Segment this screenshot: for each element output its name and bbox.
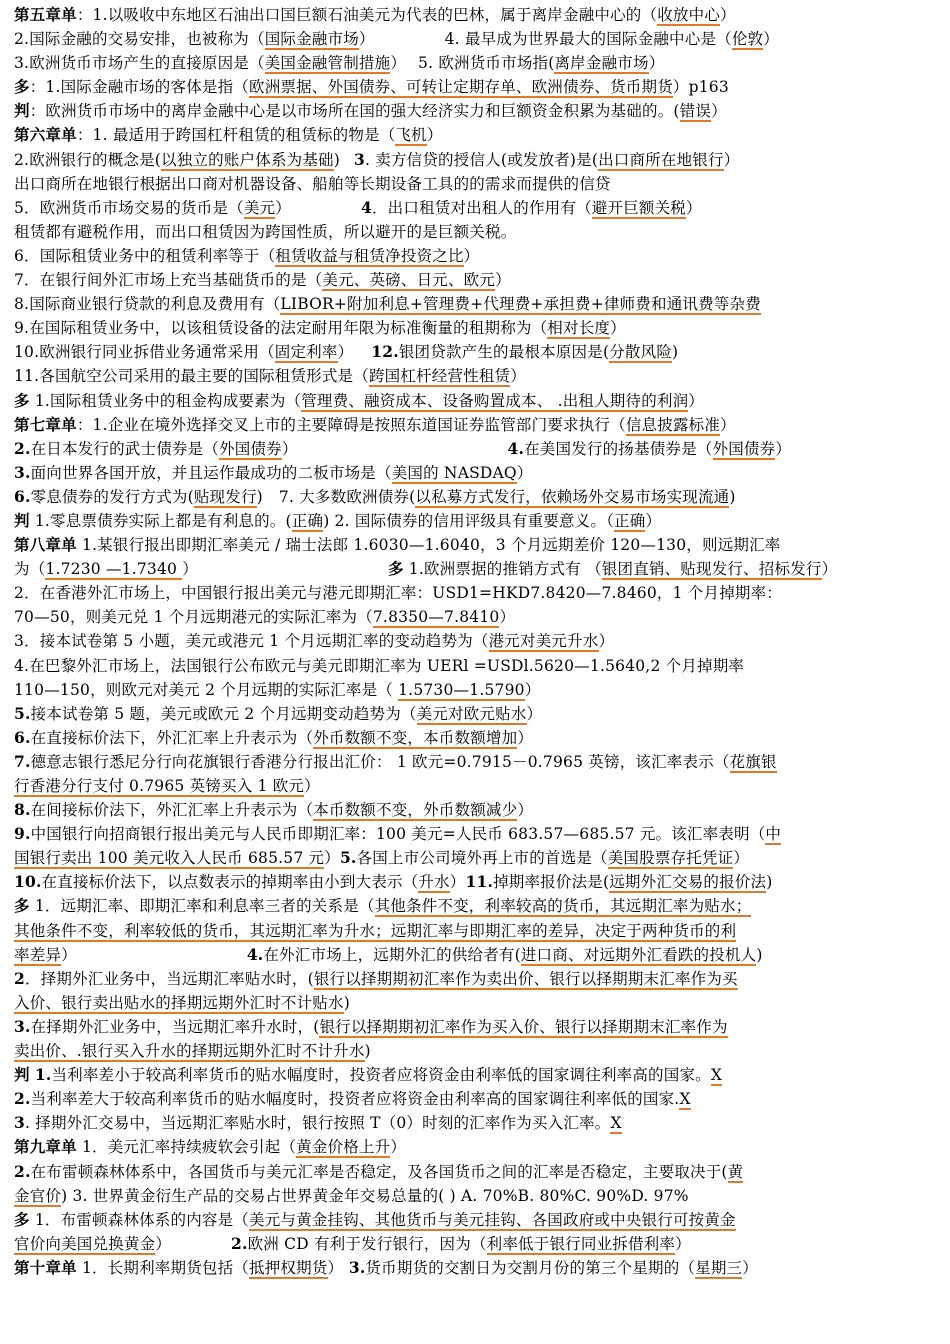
section-label: 6. xyxy=(14,727,31,747)
text-segment: ） xyxy=(281,439,298,458)
text-segment: ） xyxy=(648,54,665,73)
answer-text: 银行以择期期初汇率作为卖出价、银行以择期期末汇率作为买 xyxy=(313,969,738,988)
answer-text: 7.8350—7.8410 xyxy=(372,608,500,627)
text-segment: 零息债券的发行方式为( xyxy=(30,487,194,506)
text-segment: 德意志银行悉尼分行向花旗银行香港分行报出汇价： 1 欧元=0.7915－0.7965 英镑，该汇率表示（ xyxy=(30,752,730,771)
text-segment: 各国上市公司境外再上市的首选是（ xyxy=(356,849,608,868)
section-label: 3. xyxy=(343,1257,366,1277)
text-segment: ） xyxy=(495,271,511,290)
answer-text: LIBOR+附加利息+管理费+代理费+承担费+律师费和通讯费等杂费 xyxy=(280,295,761,314)
text-segment: 在日本发行的武士债券是（ xyxy=(30,439,219,458)
text-line xyxy=(14,292,936,316)
text-segment: ：1.企业在境外选择交叉上市的主要障碍是按照东道国证券监管部门要求执行（ xyxy=(76,415,626,434)
text-segment: 在直接标价法下，以点数表示的掉期率由小到大表示（ xyxy=(41,873,419,892)
answer-text: 国际金融市场 xyxy=(264,30,359,49)
text-line xyxy=(14,1015,936,1039)
answer-text: 花旗银 xyxy=(729,752,777,771)
text-line xyxy=(14,196,936,220)
section-label: 2. xyxy=(14,438,31,458)
answer-text: 抵押权期货 xyxy=(249,1258,328,1277)
section-label: 第十章单 xyxy=(14,1257,77,1277)
text-segment: 在直接标价法下，外汇汇率上升表示为（ xyxy=(30,728,314,747)
text-segment: ) 2. 国际债券的信用评级具有重要意义。（ xyxy=(323,511,615,530)
answer-text: 利率低于银行同业拆借利率 xyxy=(486,1234,676,1253)
answer-text: 收放中心 xyxy=(657,6,721,24)
answer-text: X xyxy=(710,1066,723,1085)
text-segment: 3.欧洲货币市场产生的直接原因是（ xyxy=(14,54,265,73)
text-segment: 11.各国航空公司采用的最主要的国际租赁形式是（ xyxy=(14,367,369,386)
text-line xyxy=(14,870,936,894)
answer-text: 本币数额不变，外币数额减少 xyxy=(313,801,518,820)
section-label: 多 xyxy=(14,896,30,916)
text-segment: ） xyxy=(358,30,375,49)
text-segment: 在间接标价法下，外汇汇率上升表示为（ xyxy=(30,801,314,820)
text-segment: ） xyxy=(61,945,77,964)
answer-text: X xyxy=(610,1114,622,1133)
text-segment: ） xyxy=(155,1234,172,1253)
text-segment: ） xyxy=(390,1138,407,1157)
text-segment: ） xyxy=(598,632,615,651)
text-segment: ） xyxy=(463,246,480,265)
section-label: 3. xyxy=(14,1016,31,1036)
text-segment: ．择期外汇业务中，当远期汇率贴水时，( xyxy=(25,969,314,988)
section-label: 8. xyxy=(14,800,31,820)
text-segment: ） xyxy=(275,198,291,217)
text-segment: 租赁都有避税作用，而出口租赁因为跨国性质，所以避开的是巨额关税。 xyxy=(14,222,517,241)
text-line xyxy=(14,27,936,51)
text-line xyxy=(14,702,936,726)
section-label: 多 xyxy=(14,77,30,97)
text-segment: 6．国际租赁业务中的租赁利率等于（ xyxy=(14,246,276,265)
answer-text: 伦敦 xyxy=(731,30,764,49)
text-segment: ） xyxy=(775,439,792,458)
text-line xyxy=(14,413,936,437)
text-segment: 为（ xyxy=(14,560,46,579)
section-label: 12. xyxy=(371,342,399,362)
text-segment: 当利率差小于较高利率货币的贴水幅度时，投资者应将资金由利率低的国家调往利率高的国家。 xyxy=(51,1066,711,1085)
text-segment: 70—50，则美元兑 1 个月远期港元的实际汇率为（ xyxy=(14,608,373,627)
answer-text: 欧洲票据、外国债券、可转让定期存单、欧洲债券、货币期货 xyxy=(249,78,673,97)
text-line xyxy=(14,1232,936,1256)
section-label: 2. xyxy=(14,1161,31,1181)
text-line xyxy=(14,678,936,702)
text-segment: ） xyxy=(688,391,704,410)
answer-text: 跨国杠杆经营性租赁 xyxy=(368,367,511,386)
text-line xyxy=(14,581,936,605)
text-segment: ） xyxy=(426,126,443,145)
text-segment: ） xyxy=(763,30,779,49)
section-label: 11. xyxy=(465,872,494,892)
answer-text: 黄金价格上升 xyxy=(296,1138,391,1157)
section-label: 10. xyxy=(14,872,42,892)
text-segment: 在布雷顿森林体系中，各国货币与美元汇率是否稳定，及各国货币之间的汇率是否稳定，主要取决于( xyxy=(30,1162,728,1181)
section-label: 5. xyxy=(339,848,357,868)
answer-text: 星期三 xyxy=(695,1258,743,1277)
text-segment: ） xyxy=(526,704,543,723)
text-segment: ） xyxy=(733,849,750,868)
text-segment: 10.欧洲银行同业拆借业务通常采用（ xyxy=(14,343,275,362)
answer-text: 以独立的账户体系为基础 xyxy=(161,150,334,169)
answer-text: 进口商、对远期外汇看跌的投机人 xyxy=(520,945,757,964)
text-segment: 当利率差大于较高利率货币的贴水幅度时，投资者应将资金由利率高的国家调往利率低的国家. xyxy=(30,1090,680,1109)
answer-text: 避开巨额关税 xyxy=(591,198,686,217)
answer-text: 美元、英磅、日元、欧元 xyxy=(322,271,496,290)
section-label: 4. xyxy=(507,438,525,458)
section-label: 9. xyxy=(14,824,31,844)
text-segment: ：1.以吸收中东地区石油出口国巨额石油美元为代表的巴林，属于离岸金融中心的（ xyxy=(76,6,658,24)
section-label: 判 xyxy=(14,101,30,121)
answer-text: 远期外汇交易的报价法 xyxy=(609,873,767,892)
text-line xyxy=(14,3,936,27)
text-line xyxy=(14,437,936,461)
text-segment: ） xyxy=(324,849,340,868)
answer-text: 美国股票存托凭证 xyxy=(607,849,734,868)
text-segment: ） xyxy=(686,198,702,217)
answer-text: 黄 xyxy=(727,1162,744,1181)
text-line xyxy=(14,605,936,629)
text-segment: 2.欧洲银行的概念是( xyxy=(14,150,162,169)
text-segment: ） xyxy=(304,777,320,795)
text-line xyxy=(14,1160,936,1184)
text-segment: ） xyxy=(337,343,354,362)
answer-text: 飞机 xyxy=(395,126,427,145)
answer-text: 外币数额不变，本币数额增加 xyxy=(313,728,518,747)
text-line xyxy=(14,340,936,364)
text-line xyxy=(14,461,936,485)
answer-text: 分散风险 xyxy=(609,343,673,362)
answer-text: 美元 xyxy=(243,198,276,217)
answer-text: 1.7230 —1.7340 xyxy=(45,560,183,579)
section-label: 2. xyxy=(231,1233,248,1253)
text-line xyxy=(14,220,936,244)
section-label: 第八章单 xyxy=(14,535,77,555)
answer-text: 行香港分行支付 0.7965 英镑买入 1 欧元 xyxy=(14,777,305,795)
text-segment: 1．布雷顿森林体系的内容是（ xyxy=(29,1210,249,1229)
text-segment: 在美国发行的扬基债券是（ xyxy=(524,439,713,458)
text-line xyxy=(14,991,936,1015)
text-line xyxy=(14,75,936,99)
text-segment: 110—150，则欧元对美元 2 个月远期的实际汇率是（ xyxy=(14,680,399,699)
text-segment: ） xyxy=(610,319,626,338)
text-segment: . 择期外汇交易中，当远期汇率贴水时，银行按照 T（0）时刻的汇率作为买入汇率。 xyxy=(25,1114,611,1133)
answer-text: 相对长度 xyxy=(547,319,611,338)
text-segment: ） xyxy=(742,1258,758,1277)
text-line xyxy=(14,629,936,653)
text-line xyxy=(14,894,936,918)
answer-text: 错误 xyxy=(679,102,712,121)
text-line xyxy=(14,509,936,533)
text-line xyxy=(14,1208,936,1232)
text-segment: ） xyxy=(675,1234,691,1253)
text-segment: ) 3. 世界黄金衍生产品的交易占世界黄金年交易总量的( ) A. 70%B. 80%C. 90%D. 97% xyxy=(61,1186,689,1205)
section-label: 第七章单 xyxy=(14,414,77,434)
text-segment: ） xyxy=(645,511,662,530)
text-segment: ） xyxy=(723,150,740,169)
text-segment: ：1.国际金融市场的客体是指（ xyxy=(29,78,249,97)
answer-text: 美国的 NASDAQ xyxy=(391,463,517,482)
section-label: 6. xyxy=(14,486,31,506)
answer-text: 正确 xyxy=(614,511,646,530)
text-segment: ） xyxy=(524,680,541,699)
text-segment: ） xyxy=(449,873,466,892)
text-line xyxy=(14,1063,936,1087)
section-label: 4. xyxy=(246,944,264,964)
text-line xyxy=(14,1184,936,1208)
section-label: 第六章单 xyxy=(14,125,77,145)
text-segment: 1．长期利率期货包括（ xyxy=(76,1258,250,1277)
answer-text: 中 xyxy=(765,825,782,844)
text-segment: ．出口租赁对出租人的作用有（ xyxy=(371,198,592,217)
text-segment: 2.国际金融的交易安排，也被称为（ xyxy=(14,30,265,49)
text-segment: ) xyxy=(364,1042,371,1061)
text-line xyxy=(14,726,936,750)
text-segment: 1.零息票债券实际上都是有利息的。( xyxy=(29,511,292,530)
text-line xyxy=(14,919,936,943)
section-label: 4 xyxy=(360,197,372,217)
section-label: 2 xyxy=(14,968,25,988)
section-label: 第九章单 xyxy=(14,1137,77,1157)
answer-text: 银行以择期期初汇率作为买入价、银行以择期期末汇率作为 xyxy=(319,1017,728,1036)
section-label: 1. xyxy=(34,1065,52,1085)
section-label: 2. xyxy=(14,1089,31,1109)
text-line xyxy=(14,364,936,388)
text-line xyxy=(14,822,936,846)
text-segment: 掉期率报价法是( xyxy=(493,873,610,892)
text-line xyxy=(14,774,936,798)
text-segment: ) xyxy=(672,343,679,362)
text-segment: ) xyxy=(343,993,350,1012)
text-line xyxy=(14,1256,936,1280)
text-line xyxy=(14,557,936,581)
answer-text: 银团直销、贴现发行、招标发行 xyxy=(601,560,822,579)
answer-text: 固定利率 xyxy=(274,343,338,362)
answer-text: 官价向美国兑换黄金 xyxy=(14,1234,156,1253)
text-line xyxy=(14,244,936,268)
text-segment: 银团贷款产生的最根本原因是( xyxy=(398,343,610,362)
text-line xyxy=(14,533,936,557)
text-segment: ） xyxy=(499,608,516,627)
section-label: 多 xyxy=(14,390,30,410)
section-label: 多 xyxy=(14,1209,30,1229)
text-line xyxy=(14,123,936,147)
answer-text: X xyxy=(679,1090,691,1109)
text-segment: ） xyxy=(390,54,407,73)
text-line xyxy=(14,943,936,967)
text-segment: 2．在香港外汇市场上，中国银行报出美元与港元即期汇率：USD1=HKD7.8420—7.8460，1 个月掉期率： xyxy=(14,584,783,603)
answer-text: 出口商所在地银行 xyxy=(598,150,724,169)
text-segment: 面向世界各国开放，并且运作最成功的二板市场是（ xyxy=(30,463,392,482)
text-line xyxy=(14,389,936,413)
text-segment: 1．远期汇率、即期汇率和利息率三者的关系是（ xyxy=(29,897,375,916)
text-line xyxy=(14,750,936,774)
text-segment: 5. 欧洲货币市场指( xyxy=(418,54,555,73)
text-segment: 1．美元汇率持续疲软会引起（ xyxy=(76,1138,297,1157)
text-segment: ：欧洲货币市场中的离岸金融中心是以市场所在国的强大经济实力和巨额资金积累为基础的。( xyxy=(29,102,680,121)
answer-text: 管理费、融资成本、设备购置成本、 .出租人期待的利润 xyxy=(301,391,689,410)
text-line xyxy=(14,316,936,340)
section-label: 判 xyxy=(14,510,30,530)
section-label: 多 xyxy=(387,559,404,579)
answer-text: 其他条件不变，利率较低的货币，其远期汇率为升水；远期汇率与即期汇率的差异，决定于两种货币的利 xyxy=(14,921,737,940)
section-label: 3 xyxy=(14,1113,25,1133)
text-line xyxy=(14,1087,936,1111)
text-segment: ) xyxy=(756,945,763,964)
text-segment: ) xyxy=(729,487,736,506)
answer-text: 入价、银行卖出贴水的择期远期外汇时不计贴水 xyxy=(14,993,344,1012)
text-line xyxy=(14,172,936,196)
text-segment: ） xyxy=(711,102,727,121)
text-segment: ）p163 xyxy=(672,78,729,97)
text-segment: ) xyxy=(766,873,773,892)
text-segment: ） xyxy=(510,367,526,386)
text-segment: 4. 最早成为世界最大的国际金融中心是（ xyxy=(444,30,732,49)
text-segment: ：1. 最适用于跨国杠杆租赁的租赁标的物是（ xyxy=(76,126,396,145)
text-segment: 出口商所在地银行根据出口商对机器设备、船舶等长期设备工具的的需求而提供的信贷 xyxy=(14,174,611,193)
answer-text: 1.5730—1.5790 xyxy=(398,680,525,699)
text-segment: 接本试卷第 5 题，美元或欧元 2 个月远期变动趋势为（ xyxy=(30,704,417,723)
text-segment: ） xyxy=(517,801,534,820)
text-segment: 8.国际商业银行贷款的利息及费用有（ xyxy=(14,295,281,314)
text-line xyxy=(14,654,936,678)
text-segment: ） xyxy=(327,1258,344,1277)
text-segment: 3．接本试卷第 5 小题，美元或港元 1 个月远期汇率的变动趋势为（ xyxy=(14,632,489,651)
text-segment: . 卖方信贷的授信人(或发放者)是( xyxy=(365,150,599,169)
text-line xyxy=(14,798,936,822)
text-segment: 9.在国际租赁业务中，以该租赁设备的法定耐用年限为标准衡量的租期称为（ xyxy=(14,319,548,338)
answer-text: 贴现发行 xyxy=(193,487,257,506)
text-segment: 1.欧洲票据的推销方式有 （ xyxy=(403,560,602,579)
answer-text: 租赁收益与租赁净投资之比 xyxy=(275,246,464,265)
answer-text: 升水 xyxy=(418,873,450,892)
text-segment: 4.在巴黎外汇市场上，法国银行公布欧元与美元即期汇率为 UERl =USDl.5620—1.5640,2 个月掉期率 xyxy=(14,656,745,675)
text-segment: ） xyxy=(182,560,198,579)
text-line xyxy=(14,99,936,123)
answer-text: 卖出价、.银行买入升水的择期远期外汇时不计升水 xyxy=(14,1042,365,1061)
answer-text: 其他条件不变，利率较高的货币，其远期汇率为贴水； xyxy=(374,897,752,916)
text-segment: 中国银行向招商银行报出美元与人民币即期汇率：100 美元=人民币 683.57—685.57 元。该汇率表明（ xyxy=(30,825,766,844)
answer-text: 美元与黄金挂钩、其他货币与美元挂钩、各国政府或中央银行可按黄金 xyxy=(249,1210,736,1229)
text-line xyxy=(14,1039,936,1063)
section-label: 3 xyxy=(354,149,365,169)
text-segment: ) xyxy=(333,150,340,169)
section-label: 第五章单 xyxy=(14,5,77,24)
text-segment: 1.国际租赁业务中的租金构成要素为（ xyxy=(29,391,302,410)
answer-text: 港元对美元升水 xyxy=(488,632,599,651)
section-label: 7. xyxy=(14,751,31,771)
text-line xyxy=(14,1135,936,1159)
text-line xyxy=(14,846,936,870)
answer-text: 率差异 xyxy=(14,945,62,964)
text-segment: ） xyxy=(720,6,736,24)
text-segment: 5．欧洲货币市场交易的货币是（ xyxy=(14,198,244,217)
text-segment: ） xyxy=(720,415,736,434)
text-line xyxy=(14,1111,936,1135)
answer-text: 外国债券 xyxy=(712,439,776,458)
answer-text: 信息披露标准 xyxy=(625,415,721,434)
answer-text: 离岸金融市场 xyxy=(554,54,649,73)
section-label: 3. xyxy=(14,462,31,482)
answer-text: 以私募方式发行，依赖场外交易市场实现流通 xyxy=(415,487,730,506)
answer-text: 国银行卖出 100 美元收入人民币 685.57 元 xyxy=(14,849,325,868)
text-segment: 在择期外汇业务中，当远期汇率升水时，( xyxy=(30,1017,320,1036)
answer-text: 美元对欧元贴水 xyxy=(416,704,527,723)
text-segment: ） xyxy=(517,728,534,747)
answer-text: 美国金融管制措施 xyxy=(264,54,391,73)
text-segment: ） xyxy=(516,463,533,482)
text-segment: 欧洲 CD 有利于发行银行，因为（ xyxy=(247,1234,487,1253)
section-label: 5. xyxy=(14,703,31,723)
text-line xyxy=(14,51,936,75)
section-label: 判 xyxy=(14,1065,30,1085)
text-line xyxy=(14,268,936,292)
answer-text: 外国债券 xyxy=(219,439,282,458)
text-segment: ) xyxy=(256,487,263,506)
text-segment: 7. 大多数欧洲债券( xyxy=(278,487,416,506)
text-line xyxy=(14,967,936,991)
answer-text: 金官价 xyxy=(14,1186,62,1205)
answer-text: 正确 xyxy=(291,511,324,530)
text-segment: ） xyxy=(821,560,838,579)
text-line xyxy=(14,485,936,509)
text-line xyxy=(14,148,936,172)
text-segment: 在外汇市场上，远期外汇的供给者有( xyxy=(263,945,521,964)
text-segment: 7．在银行间外汇市场上充当基础货币的是（ xyxy=(14,271,323,290)
text-segment: 1.某银行报出即期汇率美元 / 瑞士法郎 1.6030—1.6040，3 个月远期差价 120—130，则远期汇率 xyxy=(76,536,781,555)
text-segment: 货币期货的交割日为交割月份的第三个星期的（ xyxy=(365,1258,696,1277)
